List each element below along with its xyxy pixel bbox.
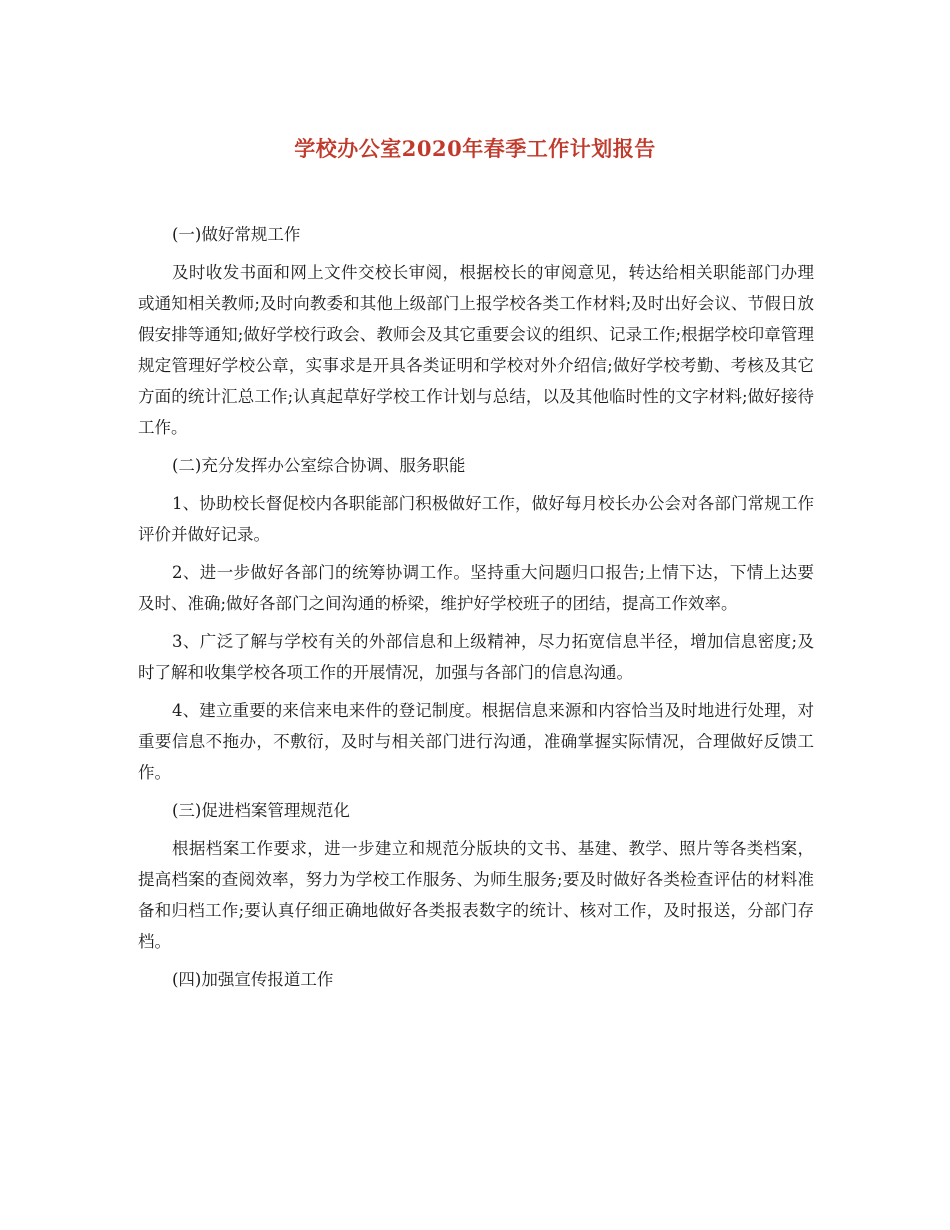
list-item: 4、建立重要的来信来电来件的登记制度。根据信息来源和内容恰当及时地进行处理，对重要信息不拖办，不敷衍，及时与相关部门进行沟通，准确掌握实际情况，合理做好反馈工作。 (138, 701, 814, 782)
list-item: 3、广泛了解与学校有关的外部信息和上级精神，尽力拓宽信息半径，增加信息密度;及时了解和收集学校各项工作的开展情况，加强与各部门的信息沟通。 (138, 632, 814, 682)
list-item: 2、进一步做好各部门的统筹协调工作。坚持重大问题归口报告;上情下达，下情上达要及时、准确;做好各部门之间沟通的桥梁，维护好学校班子的团结，提高工作效率。 (138, 563, 814, 613)
list-item: 1、协助校长督促校内各职能部门积极做好工作，做好每月校长办公会对各部门常规工作评价并做好记录。 (138, 494, 814, 544)
paragraph: 根据档案工作要求，进一步建立和规范分版块的文书、基建、教学、照片等各类档案，提高档案的查阅效率，努力为学校工作服务、为师生服务;要及时做好各类检查评估的材料准备和归档工作;要认真仔细正确地做好各类报表数字的统计、核对工作，及时报送，分部门存档。 (138, 839, 814, 951)
section-heading-3: (三)促进档案管理规范化 (172, 801, 350, 820)
paragraph: 及时收发书面和网上文件交校长审阅，根据校长的审阅意见，转达给相关职能部门办理或通知相关教师;及时向教委和其他上级部门上报学校各类工作材料;及时出好会议、节假日放假安排等通知;做好学校行政会、教师会及其它重要会议的组织、记录工作;根据学校印章管理规定管理好学校公章，实事求是开具各类证明和学校对外介绍信;做好学校考勤、考核及其它方面的统计汇总工作;认真起草好学校工作计划与总结，以及其他临时性的文字材料;做好接待工作。 (138, 263, 814, 437)
section-heading-1: (一)做好常规工作 (172, 225, 301, 244)
document-body (138, 219, 814, 1002)
document-title: 学校办公室2020年春季工作计划报告 (294, 136, 656, 161)
section-heading-2: (二)充分发挥办公室综合协调、服务职能 (172, 456, 466, 475)
section-heading-4: (四)加强宣传报道工作 (172, 970, 334, 989)
